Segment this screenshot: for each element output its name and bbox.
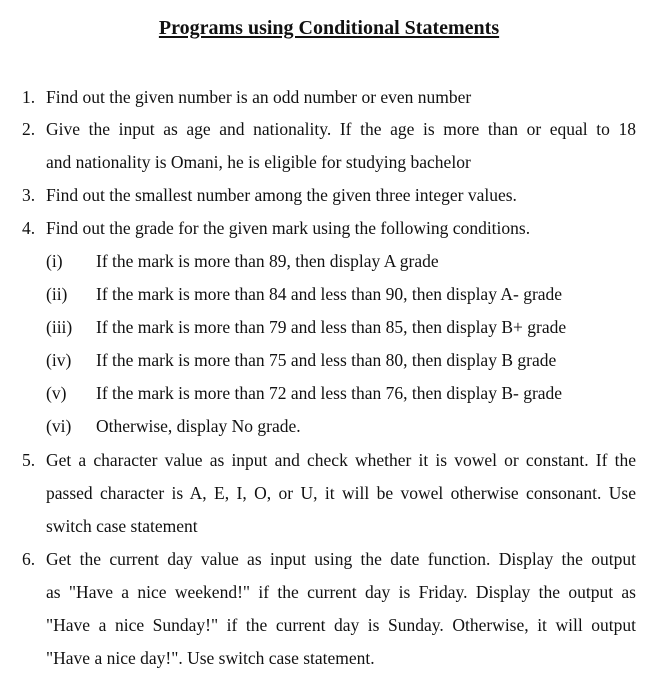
item-text: Get the current day value as input using the date function. Display the output	[46, 549, 636, 569]
subitem-label: (vi)	[46, 416, 72, 436]
item-number: 2.	[22, 119, 36, 139]
item-number: 3.	[22, 185, 36, 205]
item-text: "Have a nice Sunday!" if the current day is Sunday. Otherwise, it will output	[46, 615, 636, 635]
item-number: 6.	[22, 549, 36, 569]
subitem-text: If the mark is more than 75 and less than 80, then display B grade	[96, 350, 557, 370]
item-text: Find out the given number is an odd number or even number	[46, 87, 472, 107]
item-number: 4.	[22, 218, 36, 238]
item-text: passed character is A, E, I, O, or U, it will be vowel otherwise consonant. Use	[46, 483, 636, 503]
item-text: Give the input as age and nationality. If the age is more than or equal to 18	[46, 119, 636, 139]
item-number: 1.	[22, 87, 36, 107]
subitem-text: Otherwise, display No grade.	[96, 416, 301, 436]
subitem-text: If the mark is more than 72 and less than 76, then display B- grade	[96, 383, 563, 403]
subitem-label: (iv)	[46, 350, 72, 370]
item-text: Find out the grade for the given mark using the following conditions.	[46, 218, 531, 238]
subitem-label: (i)	[46, 251, 63, 271]
item-number: 5.	[22, 450, 36, 470]
subitem-text: If the mark is more than 89, then display A grade	[96, 251, 439, 271]
item-text: as "Have a nice weekend!" if the current day is Friday. Display the output as	[46, 582, 636, 602]
page-title: Programs using Conditional Statements	[158, 17, 500, 39]
subitem-text: If the mark is more than 79 and less than 85, then display B+ grade	[96, 317, 567, 337]
item-text: "Have a nice day!". Use switch case statement.	[46, 648, 375, 668]
item-text: switch case statement	[46, 516, 198, 536]
item-text: and nationality is Omani, he is eligible for studying bachelor	[46, 152, 471, 172]
item-text: Find out the smallest number among the given three integer values.	[46, 185, 517, 205]
item-text: Get a character value as input and check whether it is vowel or constant. If the	[46, 450, 636, 470]
subitem-label: (iii)	[46, 317, 73, 337]
subitem-label: (ii)	[46, 284, 68, 304]
subitem-text: If the mark is more than 84 and less than 90, then display A- grade	[96, 284, 563, 304]
subitem-label: (v)	[46, 383, 67, 403]
